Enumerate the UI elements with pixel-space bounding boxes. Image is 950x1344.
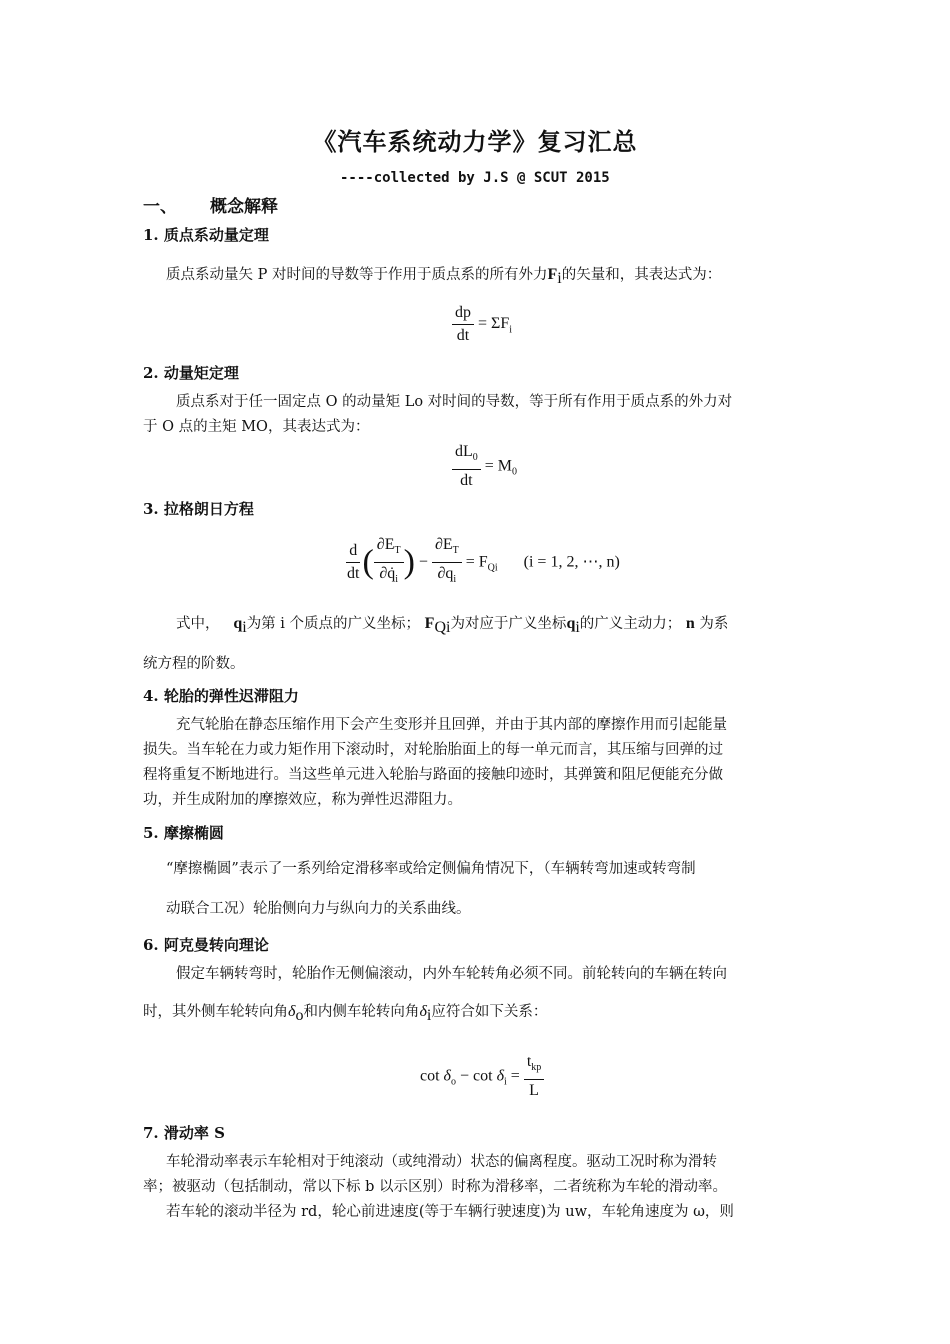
- item-3-description-line-2: 统方程的阶数。: [143, 656, 245, 672]
- item-5-heading: 5. 摩擦椭圆: [143, 824, 224, 842]
- item-6-equation: $\cot \delta_o - \cot \delta_i$ = $\frac{t_{kp}}{L}$: [420, 1052, 544, 1101]
- item-4-line-4: 功，并生成附加的摩擦效应，称为弹性迟滞阻力。: [143, 792, 462, 808]
- item-2-line-1: 质点系对于任一固定点 O 的动量矩 Lo 对时间的导数，等于所有作用于质点系的外力对: [176, 394, 733, 410]
- section-number: 一、: [143, 197, 177, 217]
- item-2-line-2: 于 O 点的主矩 MO，其表达式为：: [143, 419, 370, 435]
- page-subtitle: ----collected by J.S @ SCUT 2015: [340, 170, 610, 186]
- section-heading: 概念解释: [210, 197, 278, 217]
- item-6-line-1: 假定车辆转弯时，轮胎作无侧偏滚动，内外车轮转角必须不同。前轮转向的车辆在转向: [176, 966, 727, 982]
- item-3-equation: $\frac{d}{dt}$ ( $\frac{\partial E_T}{\partial q̇_i}$ ) − $\frac{\partial E_T}{\partial q_i}$ = $F_{Qi}$ (i = 1, 2, ⋯, n): [347, 536, 620, 586]
- item-3-heading: 3. 拉格朗日方程: [143, 500, 254, 518]
- item-4-line-1: 充气轮胎在静态压缩作用下会产生变形并且回弹，并由于其内部的摩擦作用而引起能量: [176, 717, 727, 733]
- item-4-heading: 4. 轮胎的弹性迟滞阻力: [143, 687, 299, 705]
- item-1-heading: 1. 质点系动量定理: [143, 226, 269, 244]
- item-7-line-2: 率；被驱动（包括制动，常以下标 b 以示区别）时称为滑移率，二者统称为车轮的滑动率。: [143, 1179, 727, 1195]
- item-7-heading: 7. 滑动率 S: [143, 1124, 225, 1142]
- item-6-line-2: 时，其外侧车轮转向角$\delta_o$和内侧车轮转向角$\delta_i$应符合如下关系：: [143, 1003, 548, 1024]
- item-7-line-3: 若车轮的滚动半径为 rd，轮心前进速度(等于车辆行驶速度)为 uw，车轮角速度为 ω，则: [166, 1204, 734, 1220]
- item-4-line-3: 程将重复不断地进行。当这些单元进入轮胎与路面的接触印迹时，其弹簧和阻尼便能充分做: [143, 767, 723, 783]
- item-1-equation: $\frac{dp}{dt}$ = $\Sigma F_i$: [452, 303, 512, 346]
- item-2-equation: $\frac{dL_0}{dt}$ = $M_0$: [452, 442, 517, 491]
- item-6-heading: 6. 阿克曼转向理论: [143, 936, 269, 954]
- item-3-description: 式中， $q_i$为第 i 个质点的广义坐标； $F_{Qi}$为对应于广义坐标$q_i$的广义主动力； n 为系: [176, 615, 729, 636]
- item-2-heading: 2. 动量矩定理: [143, 364, 239, 382]
- item-4-line-2: 损失。当车轮在力或力矩作用下滚动时，对轮胎胎面上的每一单元而言，其压缩与回弹的过: [143, 742, 723, 758]
- page-title: 《汽车系统动力学》复习汇总: [312, 127, 638, 156]
- item-7-line-1: 车轮滑动率表示车轮相对于纯滚动（或纯滑动）状态的偏离程度。驱动工况时称为滑转: [166, 1154, 717, 1170]
- item-5-line-1: “摩擦椭圆”表示了一系列给定滑移率或给定侧偏角情况下，（车辆转弯加速或转弯制: [166, 861, 696, 877]
- item-5-line-2: 动联合工况）轮胎侧向力与纵向力的关系曲线。: [166, 901, 471, 917]
- item-1-text: 质点系动量矢 P 对时间的导数等于作用于质点系的所有外力$F_i$的矢量和，其表达式为：: [166, 266, 722, 287]
